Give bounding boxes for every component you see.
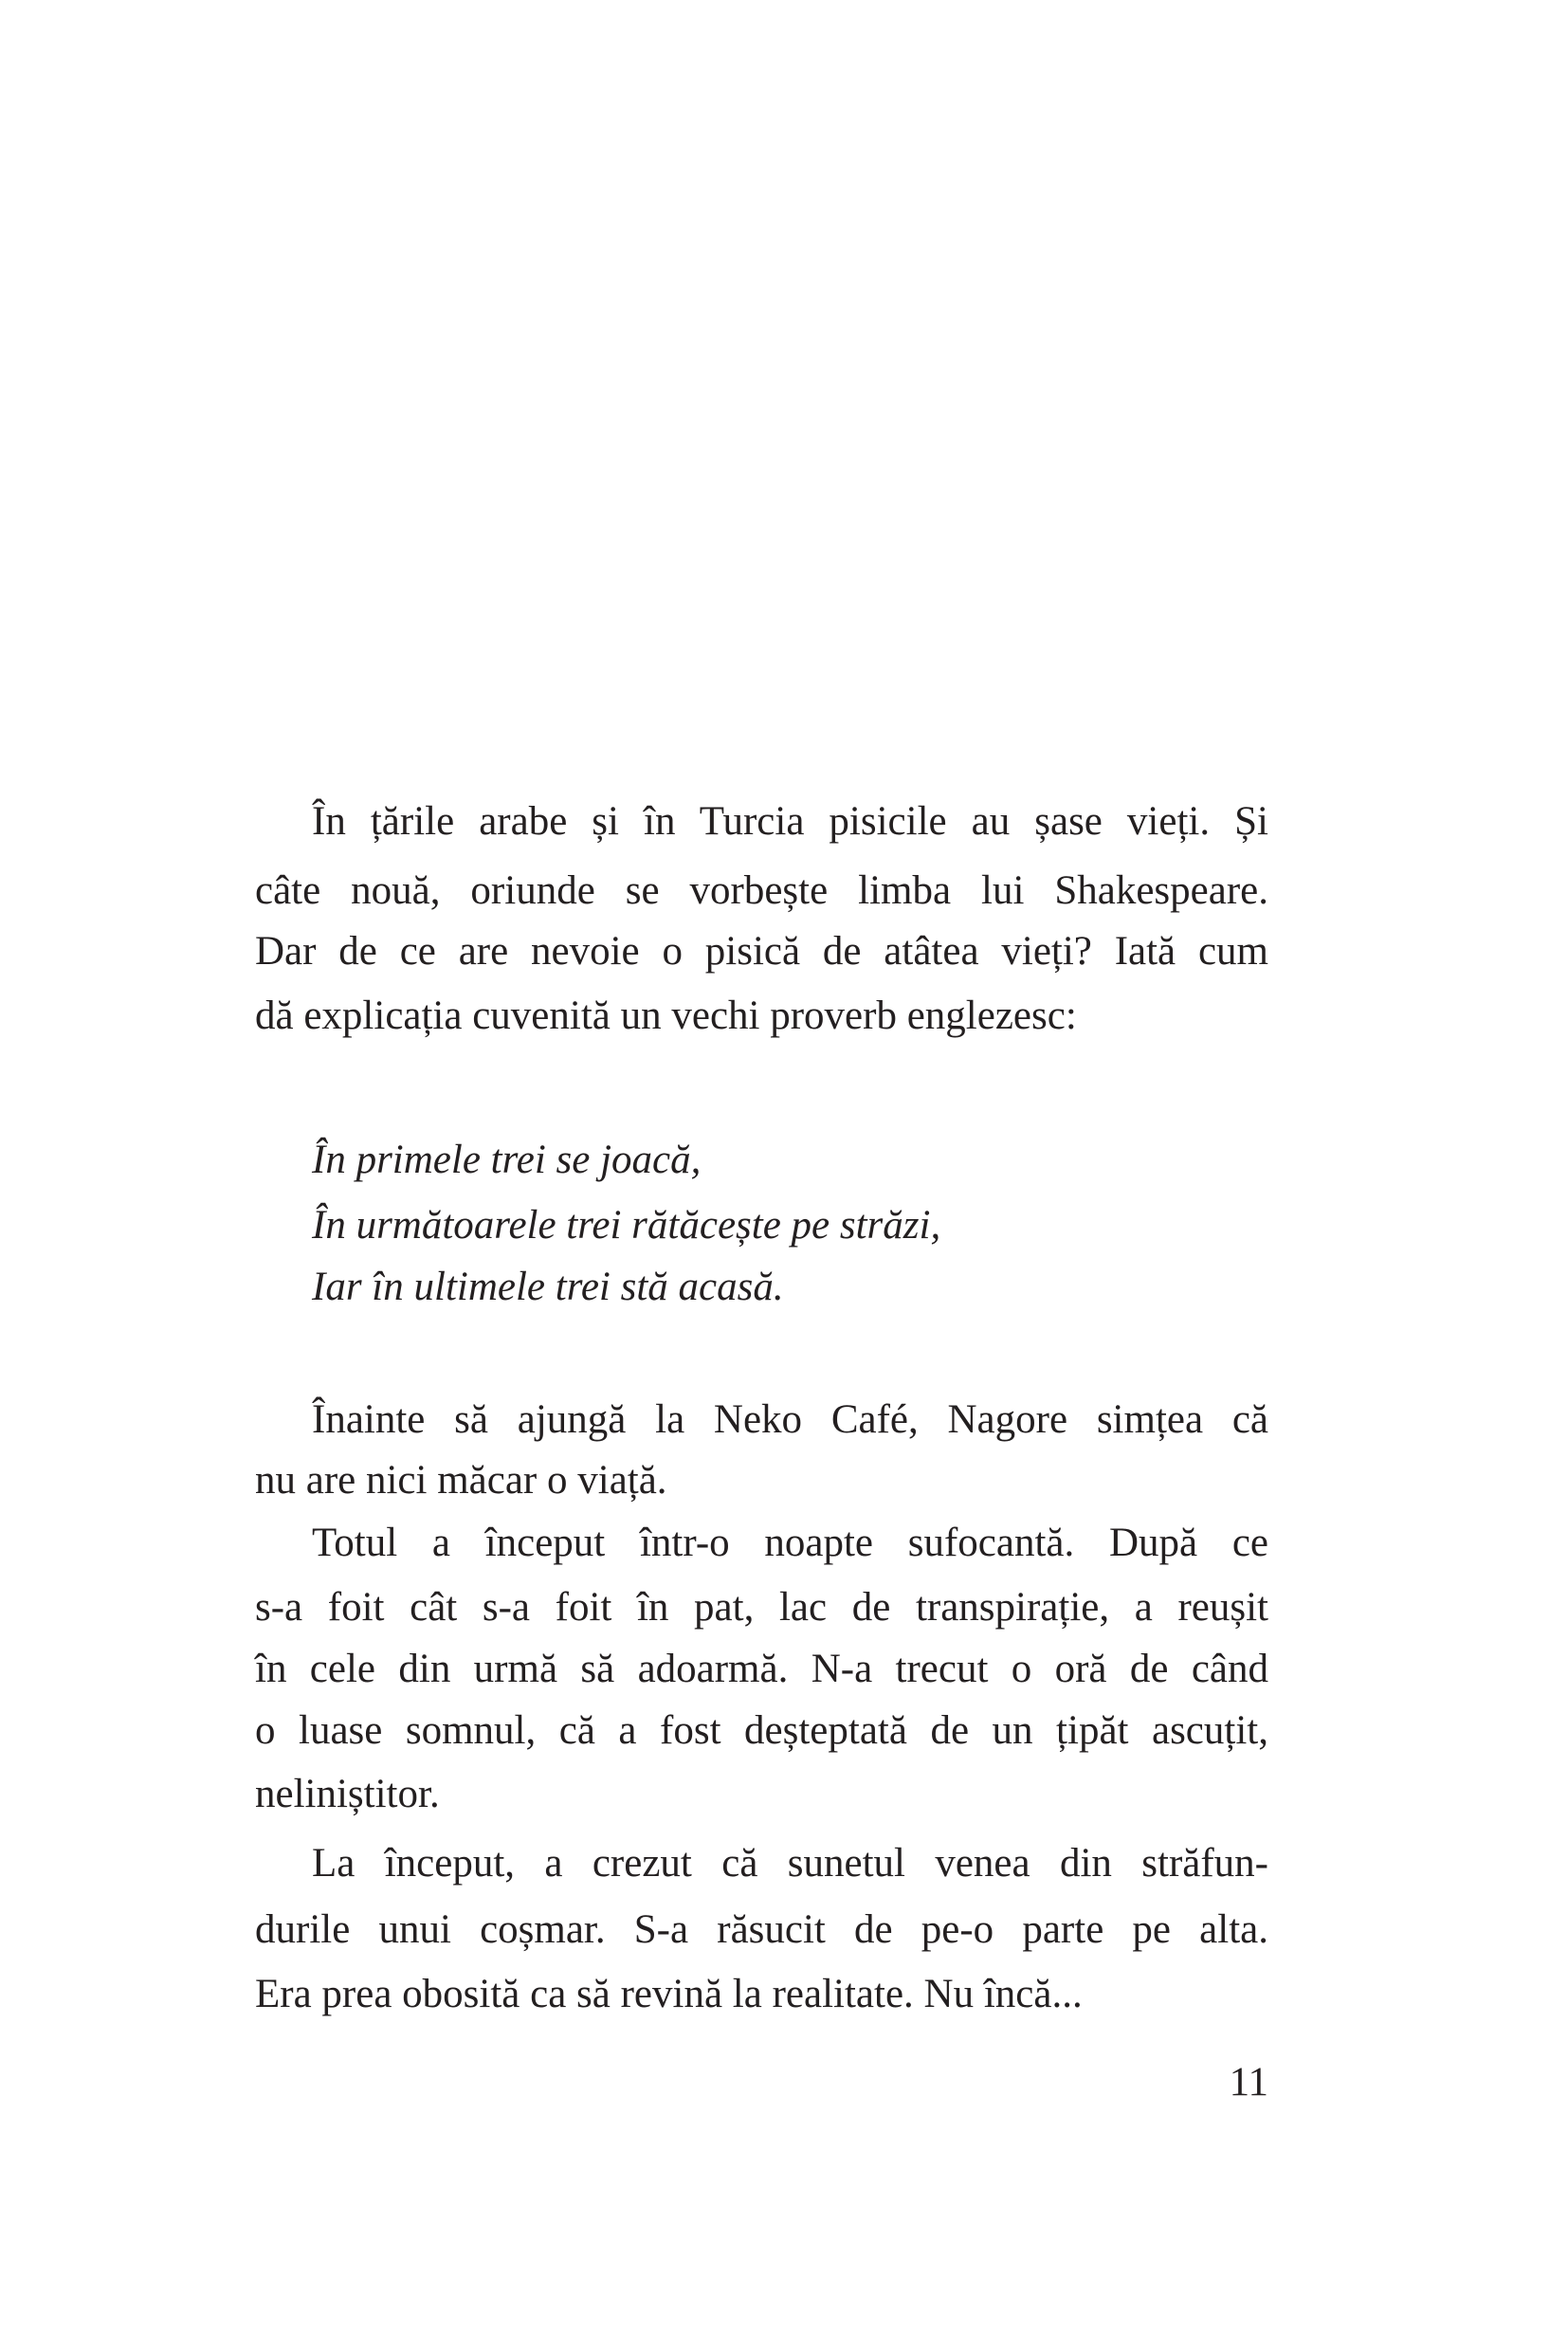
- text-line: durile unui coșmar. S-a răsucit de pe-o parte pe alta.: [255, 1907, 1268, 1952]
- text-line: dă explicația cuvenită un vechi proverb englezesc:: [255, 993, 1077, 1038]
- poem-line: În următoarele trei rătăcește pe străzi,: [312, 1203, 941, 1248]
- text-line: o luase somnul, că a fost deșteptată de un țipăt ascuțit,: [255, 1708, 1268, 1753]
- poem-line: Iar în ultimele trei stă acasă.: [312, 1265, 784, 1309]
- text-line: Totul a început într-o noapte sufocantă. După ce: [312, 1521, 1268, 1565]
- text-line: Înainte să ajungă la Neko Café, Nagore simțea că: [312, 1397, 1268, 1442]
- text-line: Era prea obosită ca să revină la realitate. Nu încă...: [255, 1972, 1083, 2016]
- text-line: La început, a crezut că sunetul venea din străfun-: [312, 1841, 1268, 1886]
- page-number: 11: [1229, 2060, 1268, 2105]
- text-line: câte nouă, oriunde se vorbește limba lui Shakespeare.: [255, 868, 1268, 913]
- text-line: neliniștitor.: [255, 1772, 440, 1816]
- poem-line: În primele trei se joacă,: [312, 1138, 702, 1182]
- text-line: în cele din urmă să adoarmă. N-a trecut o oră de când: [255, 1647, 1268, 1691]
- text-line: În țările arabe și în Turcia pisicile au șase vieți. Și: [312, 799, 1268, 844]
- text-line: nu are nici măcar o viață.: [255, 1458, 667, 1503]
- text-line: s-a foit cât s-a foit în pat, lac de transpirație, a reușit: [255, 1585, 1268, 1630]
- text-line: Dar de ce are nevoie o pisică de atâtea vieți? Iată cum: [255, 929, 1268, 974]
